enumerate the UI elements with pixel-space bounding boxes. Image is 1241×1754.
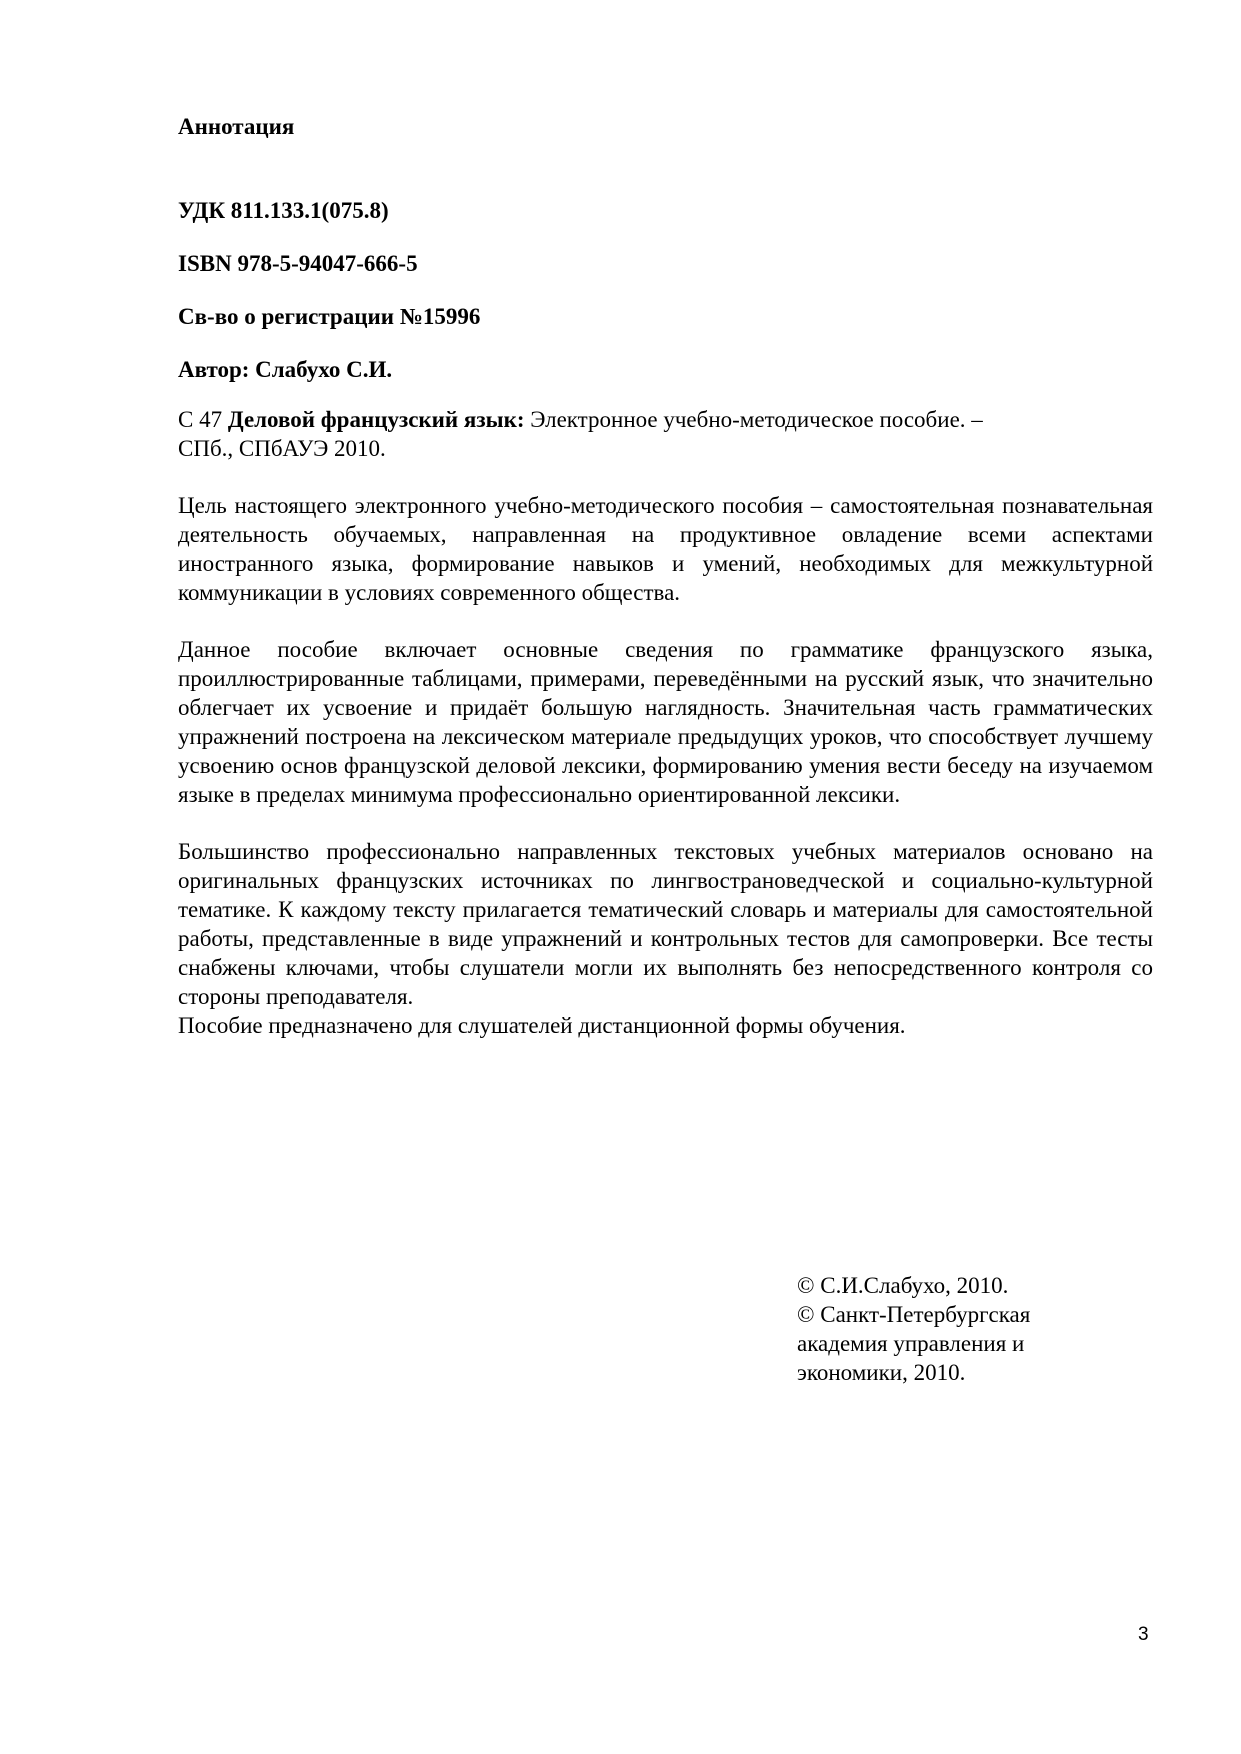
annotation-title: Аннотация — [178, 114, 295, 139]
bibliographic-record — [178, 405, 1153, 463]
copyright-line: академия управления и — [797, 1331, 1025, 1356]
isbn-number: ISBN 978-5-94047-666-5 — [178, 251, 418, 276]
paragraph-purpose: Цель настоящего электронного учебно-методического пособия – самостоятельная познавательная деятельность обучаемых, направленная на продуктивное овладение всеми аспектами иностранного языка, формирование навыков и умений, необходимых для межкультурной коммуникации в условиях современного общества. — [178, 493, 1153, 605]
author-line: Автор: Слабухо С.И. — [178, 357, 393, 382]
paragraph-audience: Пособие предназначено для слушателей дистанционной формы обучения. — [178, 1013, 906, 1038]
paragraph-contents: Данное пособие включает основные сведения по грамматике французского языка, проиллюстрированные таблицами, примерами, переведёнными на русский язык, что значительно облегчает их усвоение и придаёт большую наглядность. Значительная часть грамматических упражнений построена на лексическом материале предыдущих уроков, что способствует лучшему усвоению основ французской деловой лексики, формированию умения вести беседу на изучаемом языке в пределах минимума профессионально ориентированной лексики. — [178, 637, 1153, 807]
copyright-block — [797, 1271, 1097, 1387]
paragraph-materials: Большинство профессионально направленных текстовых учебных материалов основано на оригинальных французских источниках по лингвострановедческой и социально-культурной тематике. К каждому тексту прилагается тематический словарь и материалы для самостоятельной работы, представленные в виде упражнений и контрольных тестов для самопроверки. Все тесты снабжены ключами, чтобы слушатели могли их выполнять без непосредственного контроля со стороны преподавателя. — [178, 839, 1153, 1009]
copyright-line: © Санкт-Петербургская — [797, 1302, 1031, 1327]
biblio-description: Электронное учебно-методическое пособие. – — [530, 407, 983, 432]
biblio-title: Деловой французский язык: — [227, 407, 525, 432]
biblio-code: С 47 — [178, 407, 223, 432]
copyright-line: экономики, 2010. — [797, 1360, 966, 1385]
copyright-line: © С.И.Слабухо, 2010. — [797, 1273, 1009, 1298]
udk-code: УДК 811.133.1(075.8) — [178, 198, 389, 223]
page-number: 3 — [1138, 1624, 1149, 1645]
registration-number: Св-во о регистрации №15996 — [178, 304, 481, 329]
biblio-publisher: СПб., СПбАУЭ 2010. — [178, 436, 386, 461]
document-content — [178, 112, 1153, 1040]
